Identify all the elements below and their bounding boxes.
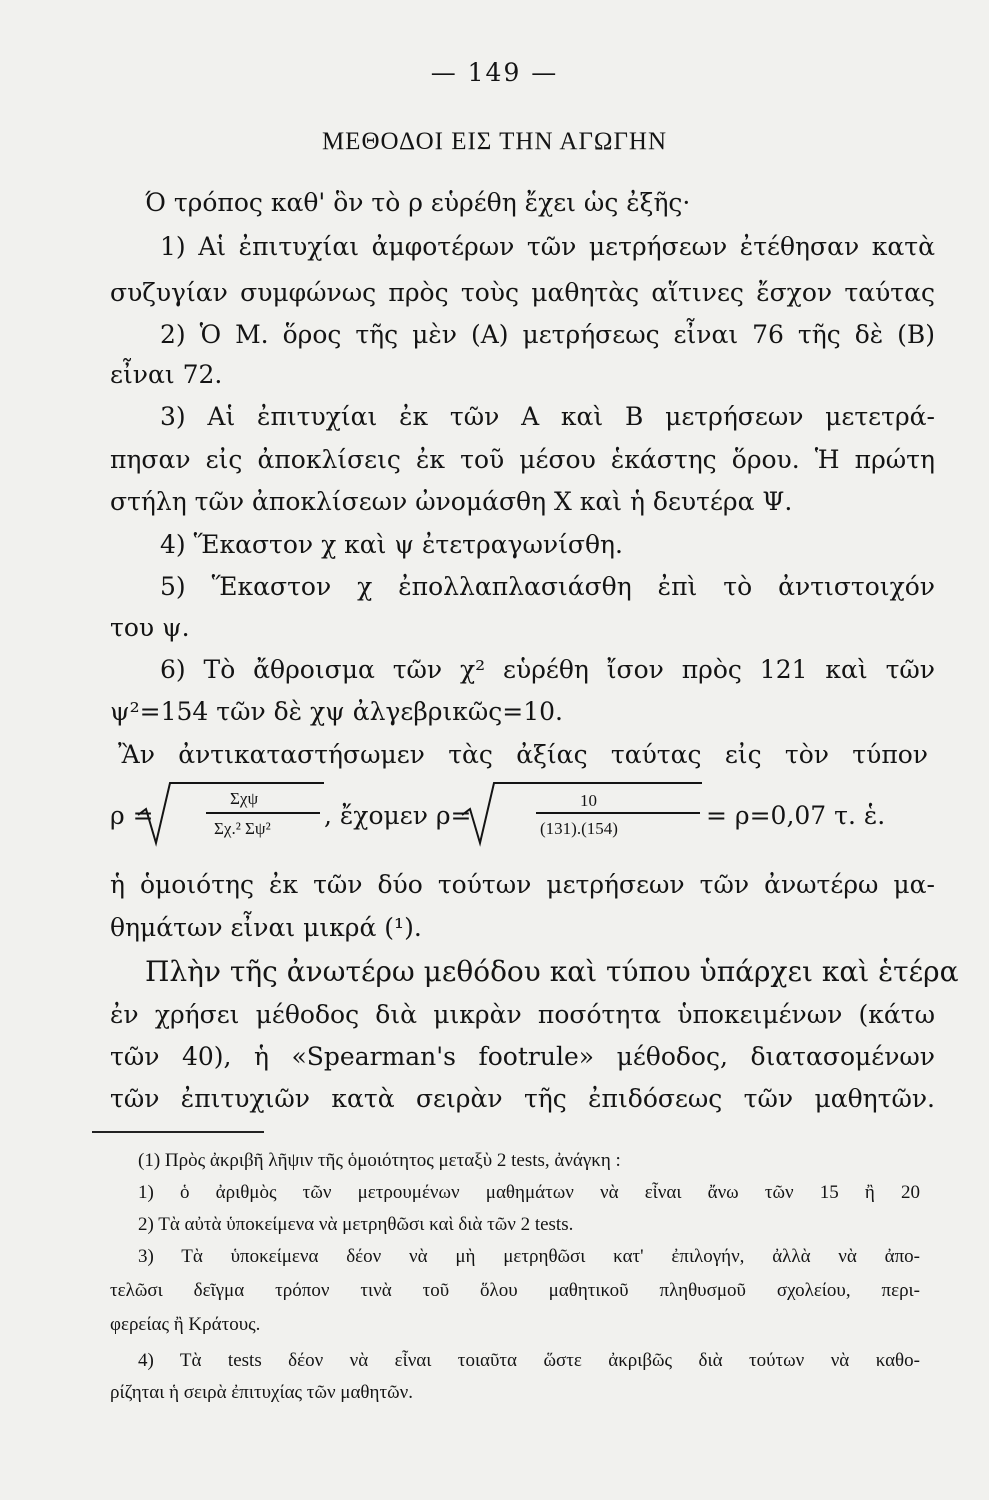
body-line: θημάτων εἶναι μικρά (¹). — [110, 913, 422, 942]
footnote-line: (1) Πρὸς ἀκριβῆ λῆψιν τῆς ὁμοιότητος μεταξὺ 2 tests, ἀνάγκη : — [138, 1150, 621, 1171]
body-line: εἶναι 72. — [110, 360, 223, 389]
body-line: 3) Αἱ ἐπιτυχίαι ἐκ τῶν Α καὶ Β μετρήσεων μετετρά- — [160, 402, 935, 431]
body-line: Πλὴν τῆς ἀνωτέρω μεθόδου καὶ τύπου ὑπάρχει καὶ ἑτέρα — [145, 955, 959, 988]
body-line: 6) Τὸ ἄθροισμα τῶν χ² εὑρέθη ἴσον πρὸς 121 καὶ τῶν — [160, 655, 935, 684]
body-line: 4) Ἕκαστον χ καὶ ψ ἐτετραγωνίσθη. — [160, 530, 623, 559]
body-line: του ψ. — [110, 613, 190, 642]
body-line: ἐν χρήσει μέθοδος διὰ μικρὰν ποσότητα ὑποκειμένων (κάτω — [110, 1000, 935, 1029]
page-number: — 149 — — [430, 58, 559, 87]
fraction-denominator: Σχ.² Σψ² — [214, 819, 271, 838]
fraction-denominator: (131).(154) — [540, 819, 618, 838]
body-line: 5) Ἕκαστον χ ἐπολλαπλασιάσθη ἐπὶ τὸ ἀντιστοιχόν — [160, 572, 935, 601]
footnote-line: τελῶσι δεῖγμα τρόπον τινὰ τοῦ ὅλου μαθητικοῦ πληθυσμοῦ σχολείου, περι- — [110, 1280, 920, 1301]
body-line: πησαν εἰς ἀποκλίσεις ἐκ τοῦ μέσου ἑκάστης ὅρου. Ἡ πρώτη — [110, 445, 935, 474]
body-line: 1) Αἱ ἐπιτυχίαι ἀμφοτέρων τῶν μετρήσεων ἐτέθησαν κατὰ — [160, 232, 935, 261]
footnote-line: ρίζηται ἡ σειρὰ ἐπιτυχίας τῶν μαθητῶν. — [110, 1382, 413, 1403]
body-line: Ἂν ἀντικαταστήσωμεν τὰς ἀξίας ταύτας εἰς τὸν τύπον — [118, 740, 928, 769]
body-line: ἡ ὁμοιότης ἐκ τῶν δύο τούτων μετρήσεων τῶν ἀνωτέρω μα- — [110, 870, 935, 899]
body-line: ψ²=154 τῶν δὲ χψ ἀλγεβρικῶς=10. — [110, 697, 564, 726]
body-line: στήλη τῶν ἀποκλίσεων ὠνομάσθη Χ καὶ ἡ δευτέρα Ψ. — [110, 487, 793, 516]
footnote-line: 1) ὁ ἀριθμὸς τῶν μετρουμένων μαθημάτων νὰ εἶναι ἄνω τῶν 15 ἢ 20 — [138, 1182, 920, 1203]
rho-symbol: ρ = — [110, 801, 154, 830]
body-line: Ό τρόπος καθ' ὃν τὸ ρ εὑρέθη ἔχει ὡς ἐξῆς· — [145, 188, 691, 217]
footnote-line: 4) Τὰ tests δέον νὰ εἶναι τοιαῦτα ὥστε ἀκριβῶς διὰ τούτων νὰ καθο- — [138, 1350, 920, 1371]
body-line: συζυγίαν συμφώνως πρὸς τοὺς μαθητὰς αἵτινες ἔσχον ταύτας — [110, 278, 935, 307]
body-line: 2) Ὁ Μ. ὅρος τῆς μὲν (Α) μετρήσεως εἶναι 76 τῆς δὲ (Β) — [160, 320, 935, 349]
fraction-numerator: Σχψ — [230, 789, 259, 808]
correlation-formula — [110, 775, 940, 855]
formula-text: , ἔχομεν ρ= — [324, 801, 472, 830]
footnote-line: 3) Τὰ ὑποκείμενα δέον νὰ μὴ μετρηθῶσι κατ' ἐπιλογήν, ἀλλὰ νὰ ἀπο- — [138, 1246, 920, 1267]
footnote-line: φερείας ἢ Κράτους. — [110, 1314, 261, 1335]
body-line: τῶν 40), ἡ «Spearman's footrule» μέθοδος, διατασομένων — [110, 1042, 935, 1071]
footnote-rule — [92, 1131, 264, 1133]
body-line: τῶν ἐπιτυχιῶν κατὰ σειρὰν τῆς ἐπιδόσεως τῶν μαθητῶν. — [110, 1084, 935, 1113]
footnote-line: 2) Τὰ αὐτὰ ὑποκείμενα νὰ μετρηθῶσι καὶ διὰ τῶν 2 tests. — [138, 1214, 574, 1235]
fraction-numerator: 10 — [580, 791, 597, 810]
running-head: ΜΕΘΟΔΟΙ ΕΙΣ ΤΗΝ ΑΓΩΓΗΝ — [321, 128, 668, 155]
formula-result: = ρ=0,07 τ. ἑ. — [706, 801, 886, 830]
